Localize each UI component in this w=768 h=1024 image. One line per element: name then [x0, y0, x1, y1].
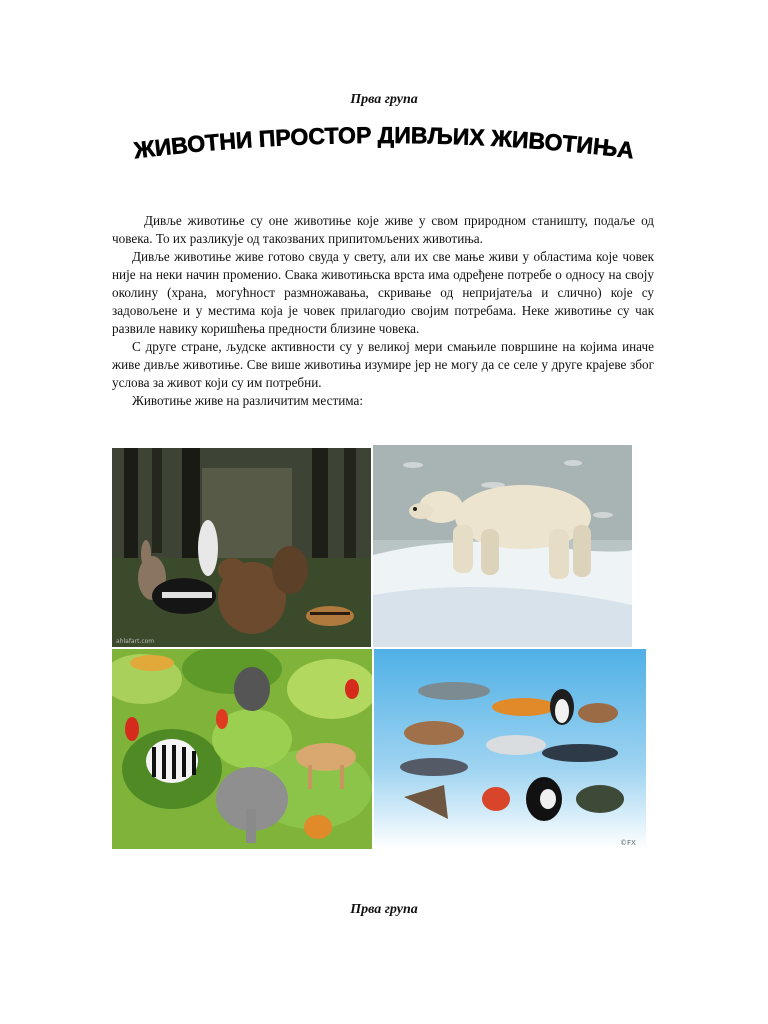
watermark-text: ©FX — [620, 839, 636, 847]
habitat-photo-collage — [112, 445, 648, 850]
polar-bear-image — [373, 445, 632, 647]
sea-animals-image — [374, 649, 646, 849]
jungle-animals-image — [112, 649, 372, 849]
paragraph: С друге стране, људске активности су у великој мери смањиле површине на којима иначе живе дивље животиње. Све више животиња изумире јер не могу да се селе у друге крајеве због услова за живот који су им потребни. — [112, 339, 654, 390]
page-footer: Прва група — [350, 902, 418, 917]
page-header: Прва група — [350, 92, 418, 107]
paragraph: Животиње живе на различитим местима: — [132, 393, 364, 408]
paragraph: Дивље животиње живе готово свуда у свету, али их све мање живи у областима које човек није на неки начин променио. Свака животињска врста има одређене потребе о односу на своју околину (храна, могућност размножавања, скривање од непријатеља и слично) које су задовољене и у местима која је човек прилагодио својим потребама. Неке животиње су чак развиле навику коришћења предности близине човека. — [112, 249, 654, 336]
forest-animals-image — [112, 448, 371, 647]
watermark-text: ahlafart.com — [116, 638, 155, 645]
page-title — [100, 122, 668, 182]
body-text — [112, 212, 654, 410]
svg-text:ЖИВОТНИ ПРОСТОР ДИВЉИХ ЖИВОТИЊ — [131, 122, 635, 164]
title-text: ЖИВОТНИ ПРОСТОР ДИВЉИХ ЖИВОТИЊА — [132, 122, 636, 164]
paragraph: Дивље животиње су оне животиње које живе у свом природном станишту, подаље од човека. То их разликује од такозваних припитомљених животиња. — [112, 213, 654, 246]
